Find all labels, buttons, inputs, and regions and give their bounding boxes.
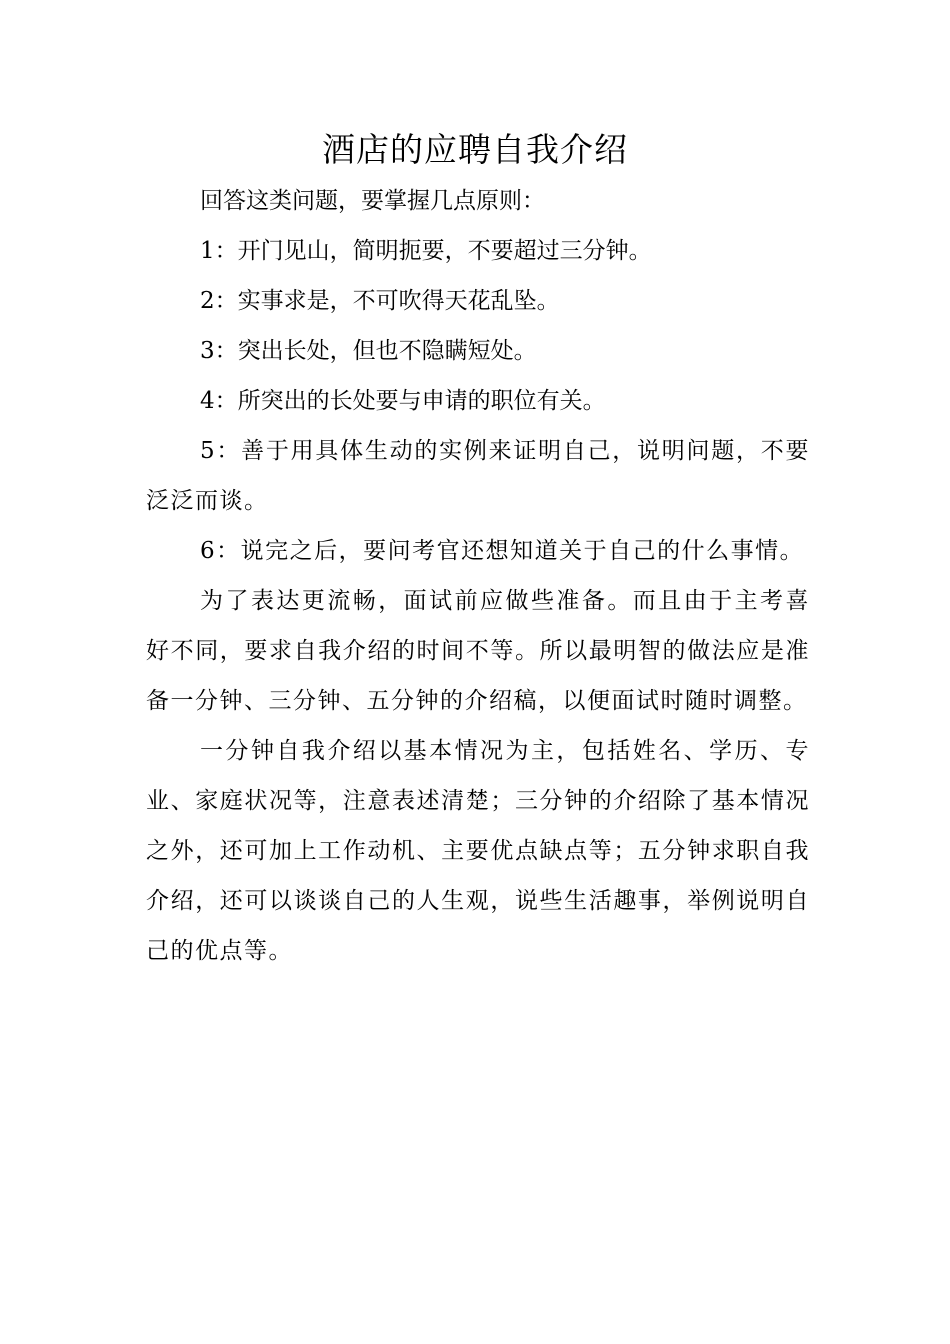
paragraph-principle-6: 6：说完之后，要问考官还想知道关于自己的什么事情。	[200, 538, 805, 564]
paragraph-principle-1: 1：开门见山，简明扼要，不要超过三分钟。	[200, 238, 652, 264]
document-body	[146, 176, 810, 976]
document-title: 酒店的应聘自我介绍	[322, 130, 628, 169]
paragraph-principle-3: 3：突出长处，但也不隐瞒短处。	[200, 338, 537, 364]
paragraph-principle-5: 5：善于用具体生动的实例来证明自己，说明问题，不要泛泛而谈。	[146, 438, 810, 514]
paragraph-intro: 回答这类问题，要掌握几点原则：	[200, 188, 546, 214]
paragraph-duration-guide: 一分钟自我介绍以基本情况为主，包括姓名、学历、专业、家庭状况等，注意表述清楚；三分钟的介绍除了基本情况之外，还可加上工作动机、主要优点缺点等；五分钟求职自我介绍，还可以谈谈自己的人生观，说些生活趣事，举例说明自己的优点等。	[146, 738, 810, 964]
paragraph-principle-2: 2：实事求是，不可吹得天花乱坠。	[200, 288, 560, 314]
paragraph-principle-4: 4：所突出的长处要与申请的职位有关。	[200, 388, 606, 414]
paragraph-preparation: 为了表达更流畅，面试前应做些准备。而且由于主考喜好不同，要求自我介绍的时间不等。所以最明智的做法应是准备一分钟、三分钟、五分钟的介绍稿，以便面试时随时调整。	[146, 588, 810, 714]
